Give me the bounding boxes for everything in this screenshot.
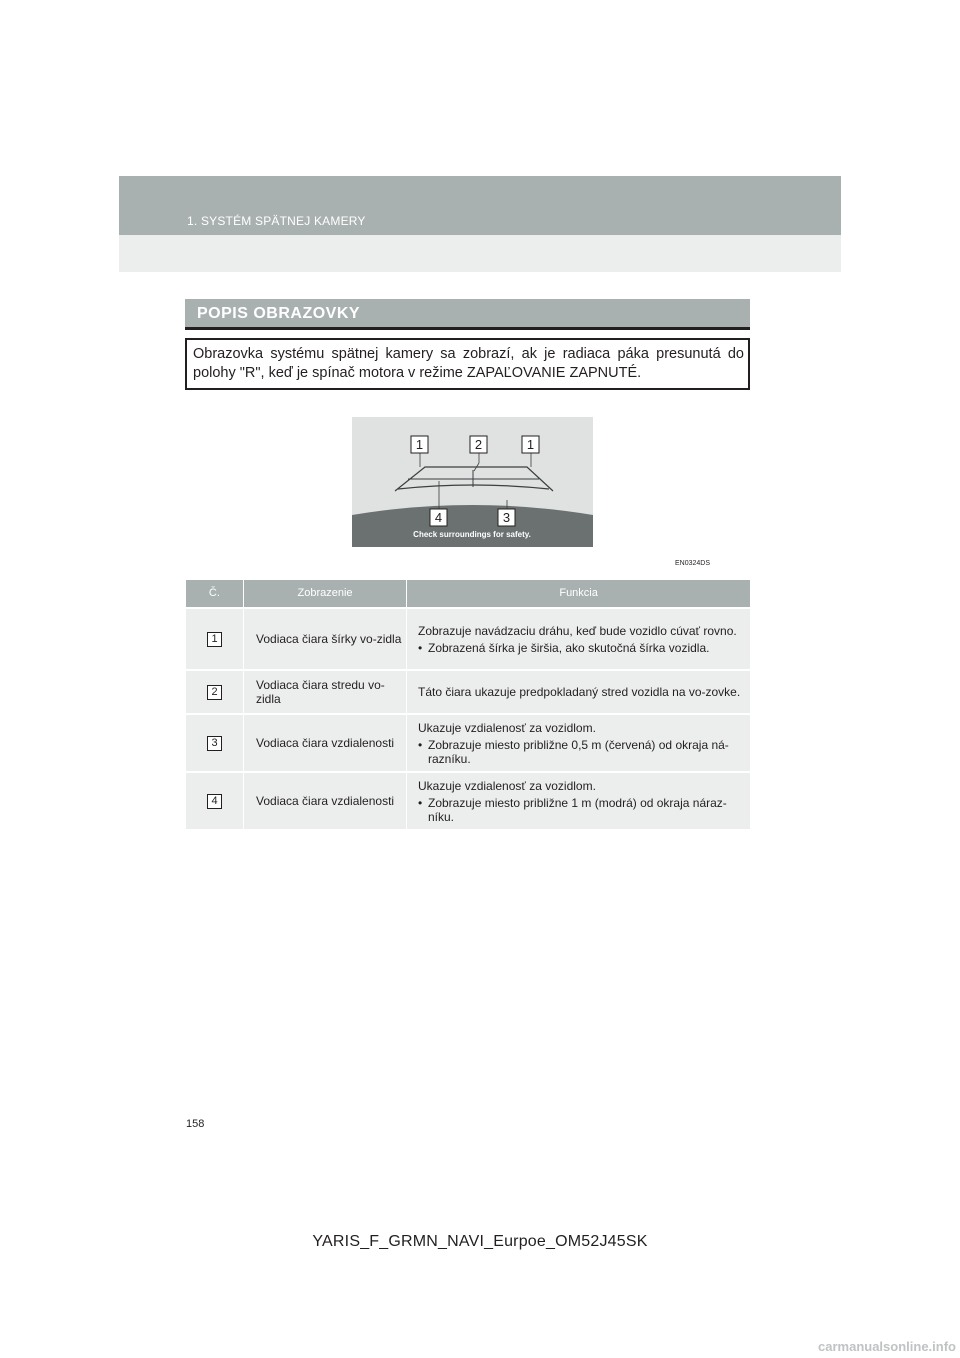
row-function: Ukazuje vzdialenosť za vozidlom.	[418, 778, 596, 793]
table-header	[186, 580, 750, 607]
callout-2	[470, 436, 487, 453]
header-number: Č.	[208, 587, 220, 599]
row-bullet: • Zobrazená šírka je širšia, ako skutočná šírka vozidla.	[418, 640, 710, 655]
row-display: Vodiaca čiara vzdialenosti	[256, 736, 395, 750]
section-title: POPIS OBRAZOVKY	[197, 305, 361, 322]
row-number-box: 4	[207, 794, 222, 809]
svg-text:1: 1	[526, 437, 535, 452]
callout-1-left	[411, 436, 428, 453]
header-band-lower	[119, 235, 841, 272]
row-display: Vodiaca čiara šírky vo-zidla	[256, 632, 402, 646]
row-number-box: 2	[207, 685, 222, 700]
row-number-box: 1	[207, 632, 222, 647]
camera-screen-illustration	[352, 417, 593, 547]
screen-warning-text: Check surroundings for safety.	[413, 530, 531, 539]
table-row	[186, 713, 750, 771]
watermark: carmanualsonline.info	[818, 1339, 956, 1354]
table-row	[186, 669, 750, 713]
row-function: Ukazuje vzdialenosť za vozidlom.	[418, 720, 596, 735]
guide-lines-table	[186, 580, 750, 829]
intro-box	[185, 338, 750, 390]
section-rule	[185, 327, 750, 330]
callout-4	[430, 509, 447, 526]
intro-text: Obrazovka systému spätnej kamery sa zobrazí, ak je radiaca páka presunutá do polohy "R", keď je spínač motora v režime ZAPAĽOVANIE ZAPNUTÉ.	[193, 346, 744, 381]
header-function: Funkcia	[406, 580, 750, 607]
callout-3	[498, 509, 515, 526]
chapter-title: 1. SYSTÉM SPÄTNEJ KAMERY	[187, 214, 366, 228]
row-display: Vodiaca čiara stredu vo-zidla	[256, 678, 385, 706]
row-bullet: • Zobrazuje miesto približne 1 m (modrá) od okraja náraz-níku.	[418, 795, 727, 824]
table-row	[186, 771, 750, 829]
row-function: Zobrazuje navádzaciu dráhu, keď bude vozidlo cúvať rovno.	[418, 623, 737, 638]
footer-document-id: YARIS_F_GRMN_NAVI_Eurpoe_OM52J45SK	[312, 1233, 648, 1250]
figure-code: EN0324DS	[675, 560, 711, 567]
row-number-box: 3	[207, 736, 222, 751]
page-number: 158	[186, 1118, 205, 1130]
callout-1-right	[522, 436, 539, 453]
table-row	[186, 607, 750, 669]
svg-text:4: 4	[434, 510, 443, 525]
svg-text:2: 2	[474, 437, 483, 452]
header-display: Zobrazenie	[243, 580, 406, 607]
row-bullet: • Zobrazuje miesto približne 0,5 m (červená) od okraja ná-razníku.	[418, 737, 729, 766]
row-display: Vodiaca čiara vzdialenosti	[256, 794, 395, 808]
svg-text:3: 3	[502, 510, 511, 525]
svg-text:1: 1	[415, 437, 424, 452]
row-function: Táto čiara ukazuje predpokladaný stred vozidla na vo-zovke.	[418, 685, 741, 699]
